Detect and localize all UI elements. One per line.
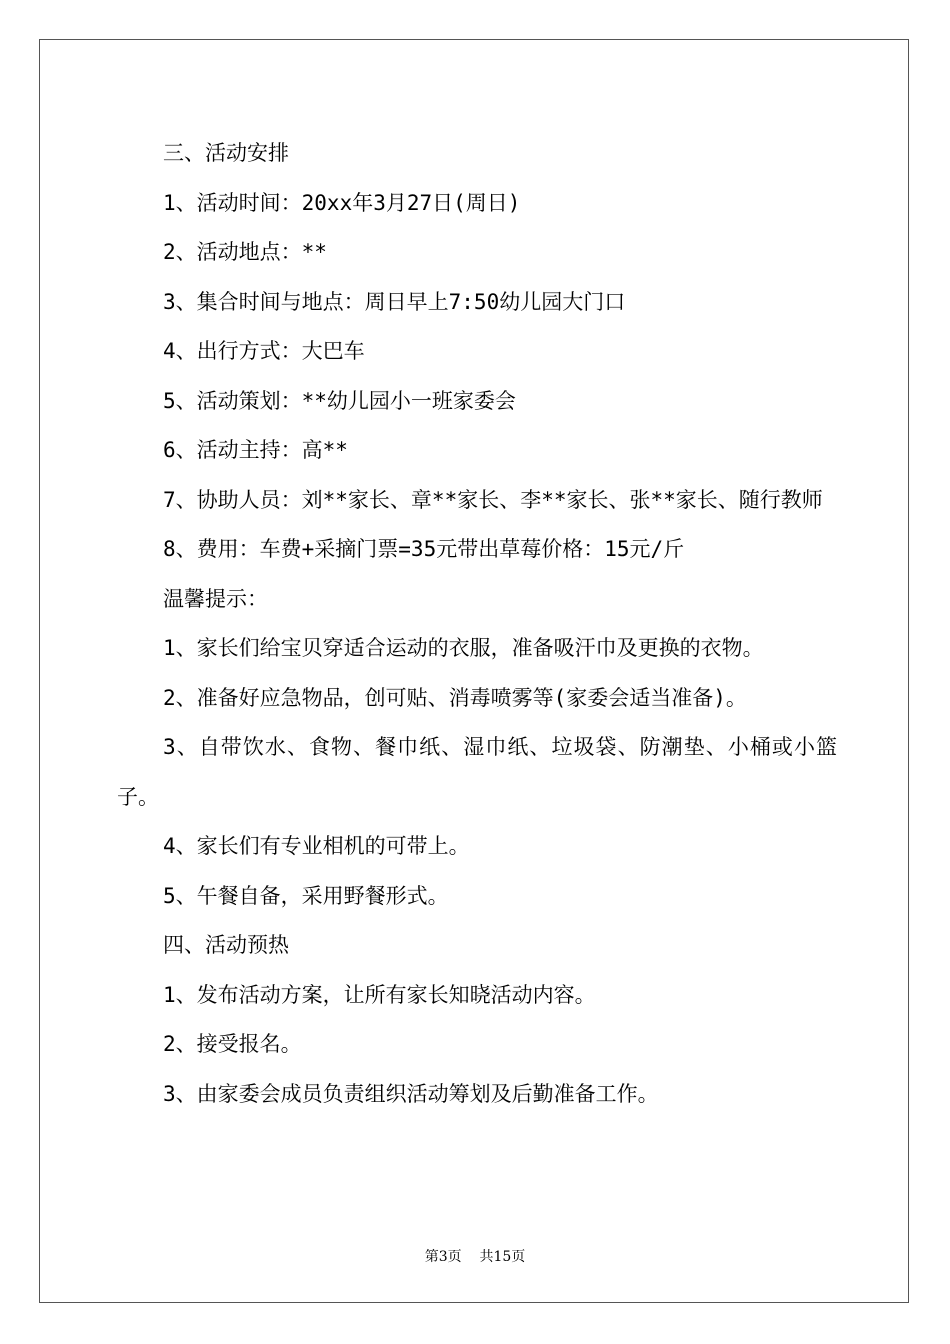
tip-item-supplies: 3、自带饮水、食物、餐巾纸、湿巾纸、垃圾袋、防潮垫、小桶或小篮子。 (117, 735, 837, 809)
tip-item-clothes: 1、家长们给宝贝穿适合运动的衣服，准备吸汗巾及更换的衣物。 (163, 636, 764, 660)
warmup-item-publish: 1、发布活动方案，让所有家长知晓活动内容。 (163, 982, 596, 1007)
current-page-number: 第3页 (424, 1249, 462, 1265)
page-footer (0, 1248, 950, 1266)
warmup-item-signup: 2、接受报名。 (163, 1032, 302, 1056)
list-item-transport: 4、出行方式：大巴车 (163, 339, 365, 363)
list-item-location: 2、活动地点：** (163, 240, 327, 264)
tips-heading: 温馨提示： (163, 586, 268, 611)
list-item-planner: 5、活动策划：**幼儿园小一班家委会 (163, 388, 516, 413)
total-page-count: 共15页 (479, 1249, 526, 1265)
section-heading-warmup: 四、活动预热 (163, 933, 289, 957)
list-item-time: 1、活动时间：20xx年3月27日(周日) (163, 190, 521, 215)
list-item-gathering: 3、集合时间与地点：周日早上7:50幼儿园大门口 (163, 289, 626, 314)
tip-item-camera: 4、家长们有专业相机的可带上。 (163, 834, 470, 858)
list-item-cost: 8、费用：车费+采摘门票=35元带出草莓价格：15元/斤 (163, 537, 685, 561)
section-heading-arrangement: 三、活动安排 (163, 141, 289, 165)
tip-item-emergency: 2、准备好应急物品，创可贴、消毒喷雾等(家委会适当准备)。 (163, 685, 747, 710)
tip-item-lunch: 5、午餐自备，采用野餐形式。 (163, 883, 449, 908)
list-item-host: 6、活动主持：高** (163, 438, 348, 462)
list-item-assistants: 7、协助人员：刘**家长、章**家长、李**家长、张**家长、随行教师 (163, 487, 823, 512)
document-body (117, 129, 837, 1119)
warmup-item-committee: 3、由家委会成员负责组织活动筹划及后勤准备工作。 (163, 1081, 659, 1106)
